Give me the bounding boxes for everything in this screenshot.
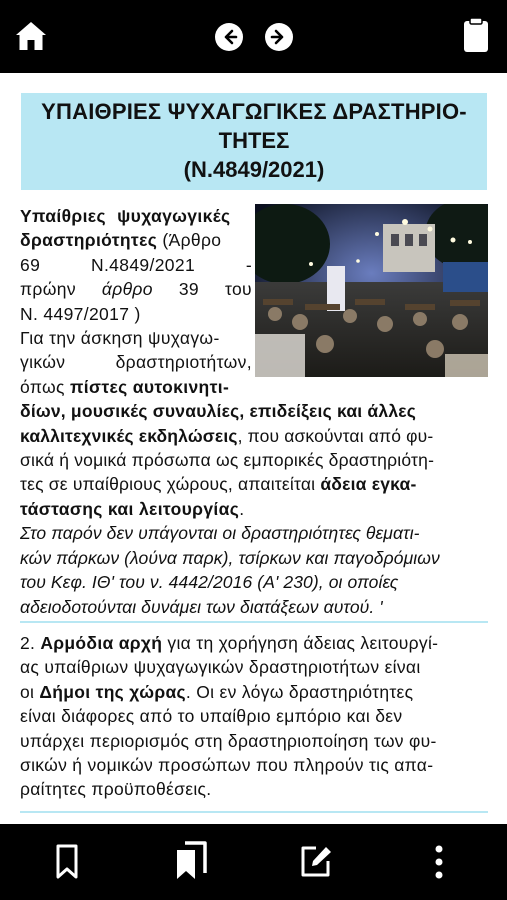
p1-italic: άρθρο bbox=[101, 279, 153, 300]
p1-bold: δίων, μουσικές συναυλίες, επιδείξεις και άλλες bbox=[20, 401, 417, 422]
p3-text: . Οι εν λόγω δραστηριότητες bbox=[185, 681, 414, 702]
bookmark-icon[interactable] bbox=[52, 842, 82, 882]
p1-line bbox=[20, 472, 488, 496]
p3-text: οι bbox=[20, 681, 40, 702]
article-title-box bbox=[21, 93, 487, 190]
paragraph-3 bbox=[20, 631, 488, 802]
p1-text: , που ασκούνται από φυ- bbox=[237, 425, 434, 446]
p3-bold: Αρμόδια αρχή bbox=[40, 633, 163, 653]
p1-line: σικά ή νομικά πρόσωπα ως εμπορικές δραστηριότη- bbox=[20, 450, 435, 471]
p1-text: όπως bbox=[20, 376, 71, 397]
p1-text: 39 bbox=[178, 279, 199, 300]
p1-line: Ν. 4497/2017 ) bbox=[20, 303, 141, 324]
title-line-1: ΥΠΑΙΘΡΙΕΣ ΨΥΧΑΓΩΓΙΚΕΣ ΔΡΑΣΤΗΡΙΟ- bbox=[41, 99, 467, 124]
p1-line bbox=[20, 497, 488, 521]
article-view[interactable] bbox=[0, 73, 507, 824]
p1-line bbox=[20, 228, 252, 252]
p3-bold: Δήμοι της χώρας bbox=[39, 681, 186, 702]
p1-line bbox=[20, 350, 252, 374]
p3-text: για τη χορήγηση άδειας λειτουργί- bbox=[162, 633, 439, 653]
bottom-toolbar bbox=[0, 824, 507, 900]
p1-bold: τάστασης και λειτουργίας bbox=[20, 498, 240, 519]
section-divider bbox=[20, 811, 488, 813]
p1-text: δραστηριοτήτων, bbox=[115, 352, 252, 373]
arrow-right-circle-icon[interactable] bbox=[264, 22, 294, 52]
more-vertical-icon[interactable] bbox=[428, 844, 450, 880]
p1-text: πρώην bbox=[20, 279, 76, 300]
p3-line: υπάρχει περιορισμός στη δραστηριοποίηση των φυ- bbox=[20, 730, 437, 751]
p1-text: του bbox=[224, 279, 252, 300]
p2-line: του Κεφ. ΙΘ' του ν. 4442/2016 (Α' 230), οι οποίες bbox=[20, 572, 399, 593]
home-icon[interactable] bbox=[12, 18, 50, 54]
title-line-2: ΤΗΤΕΣ bbox=[218, 128, 290, 153]
p1-text: Ν.4849/2021 bbox=[90, 254, 196, 275]
p3-line: ραίτητες προϋποθέσεις. bbox=[20, 779, 212, 800]
p1-line bbox=[20, 204, 252, 228]
p2-line: κών πάρκων (λούνα παρκ), τσίρκων και παγοδρόμιων bbox=[20, 547, 440, 568]
p2-line: αδειοδοτούνται δυνάμει των διατάξεων αυτού. ' bbox=[20, 596, 383, 617]
p1-text: τες σε υπαίθριους χώρους, απαιτείται bbox=[20, 474, 321, 495]
p1-line: Για την άσκηση ψυχαγω- bbox=[20, 328, 220, 349]
p1-text: . bbox=[239, 498, 245, 519]
p1-bold-heading-a: Υπαίθριες ψυχαγωγικές bbox=[20, 206, 231, 226]
p1-line bbox=[20, 399, 488, 423]
paragraph-1 bbox=[20, 204, 488, 619]
p1-bold: καλλιτεχνικές εκδηλώσεις bbox=[20, 425, 238, 446]
p1-text: 69 bbox=[20, 254, 41, 275]
p2-line: Στο παρόν δεν υπάγονται οι δραστηριότητες θεματι- bbox=[20, 523, 420, 544]
p1-line bbox=[20, 375, 252, 399]
p1-bold: πίστες αυτοκινητι- bbox=[70, 376, 230, 397]
p1-line bbox=[20, 277, 252, 301]
paragraph-2 bbox=[20, 521, 488, 619]
p1-text: - bbox=[245, 254, 252, 275]
p3-number: 2. bbox=[20, 633, 41, 653]
top-toolbar bbox=[0, 0, 507, 73]
edit-icon[interactable] bbox=[298, 842, 334, 880]
title-line-3: (Ν.4849/2021) bbox=[183, 157, 325, 182]
p1-bold: άδεια εγκα- bbox=[320, 474, 417, 495]
p1-text: γικών bbox=[20, 352, 66, 373]
arrow-left-circle-icon[interactable] bbox=[214, 22, 244, 52]
section-divider bbox=[20, 621, 488, 623]
p1-line bbox=[20, 424, 488, 448]
bookmarks-icon[interactable] bbox=[174, 840, 210, 882]
p3-line: σικών ή νομικών προσώπων που πληρούν τις απα- bbox=[20, 755, 434, 776]
p3-line: ας υπαίθριων ψυχαγωγικών δραστηριοτήτων είναι bbox=[20, 657, 421, 678]
p1-bold-heading-b: δραστηριότητες bbox=[20, 230, 158, 251]
p3-line bbox=[20, 680, 488, 704]
clipboard-icon[interactable] bbox=[461, 16, 491, 54]
p3-line bbox=[20, 631, 488, 655]
p1-line bbox=[20, 253, 252, 277]
p3-line: είναι διάφορες από το υπαίθριο εμπόριο και δεν bbox=[20, 706, 403, 727]
p1-text: (Άρθρο bbox=[157, 230, 222, 251]
